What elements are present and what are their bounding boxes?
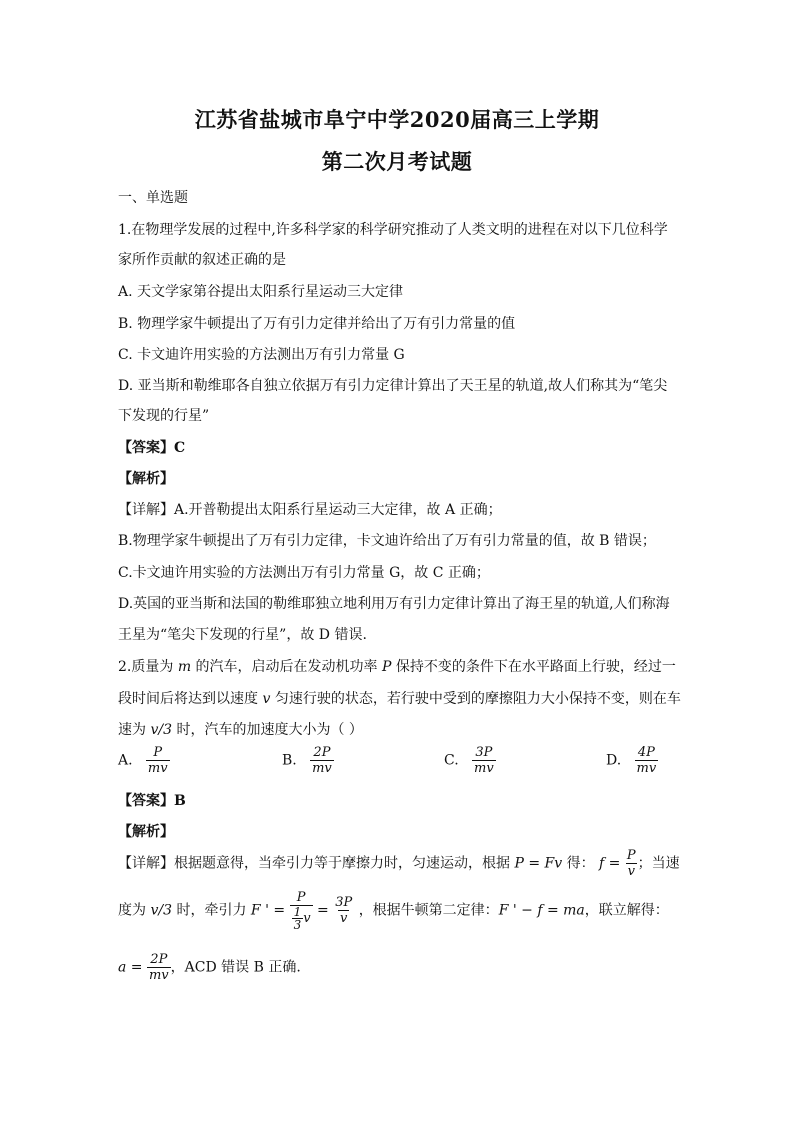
- page-subtitle: 第二次月考试题: [321, 149, 473, 174]
- q2-answer: 【答案】B: [118, 793, 186, 809]
- q2-option-c: C. $\frac{3P}{mv}$: [444, 745, 494, 776]
- q2-detail-line2: 度为 v/3 时，牵引力 F ' = P $\frac{1}{3}$ v = $\frac{3P}{v}$ ，根据牛顿第二定律：F ' − f = ma，联立解得：: [118, 890, 669, 932]
- q2-detail-line3: a = $\frac{2P}{mv}$ ，ACD 错误 B 正确.: [118, 952, 301, 983]
- q2-stem-line1: 2.质量为 m 的汽车，启动后在发动机功率 P 保持不变的条件下在水平路面上行驶，经过一: [118, 659, 676, 675]
- q1-option-a: A. 天文学家第谷提出太阳系行星运动三大定律: [118, 284, 404, 300]
- q2-option-a: A. $\frac{P}{mv}$: [118, 745, 168, 776]
- q1-option-d-line1: D. 亚当斯和勒维耶各自独立依据万有引力定律计算出了天王星的轨道,故人们称其为“笔尖: [118, 378, 668, 394]
- q2-option-d: D. $\frac{4P}{mv}$: [606, 745, 657, 776]
- q2-analysis-heading: 【解析】: [118, 824, 174, 840]
- q1-detail-line2: B.物理学家牛顿提出了万有引力定律，卡文迪许给出了万有引力常量的值，故 B 错误；: [118, 533, 656, 549]
- q1-detail-line1: 【详解】A.开普勒提出太阳系行星运动三大定律，故 A 正确；: [118, 502, 502, 518]
- q1-detail-line4: D.英国的亚当斯和法国的勒维耶独立地利用万有引力定律计算出了海王星的轨道,人们称海: [118, 596, 670, 612]
- q1-analysis-heading: 【解析】: [118, 471, 174, 487]
- q1-option-d-line2: 下发现的行星”: [118, 408, 210, 424]
- q2-detail-line1: 【详解】根据题意得，当牵引力等于摩擦力时，匀速运动，根据 P = Fv 得： f = $\frac{P}{v}$ ；当速: [118, 848, 680, 879]
- q1-option-b: B. 物理学家牛顿提出了万有引力定律并给出了万有引力常量的值: [118, 316, 516, 332]
- q1-answer: 【答案】C: [118, 440, 186, 456]
- q1-detail-line3: C.卡文迪许用实验的方法测出万有引力常量 G，故 C 正确；: [118, 565, 490, 581]
- q2-stem-line2: 段时间后将达到以速度 v 匀速行驶的状态，若行驶中受到的摩擦阻力大小保持不变，则在车: [118, 691, 681, 707]
- q1-stem-line2: 家所作贡献的叙述正确的是: [118, 252, 286, 268]
- q2-stem-line3: 速为 v/3 时，汽车的加速度大小为（ ）: [118, 722, 363, 738]
- q2-option-b: B. $\frac{2P}{mv}$: [282, 745, 332, 776]
- q1-option-c: C. 卡文迪许用实验的方法测出万有引力常量 G: [118, 347, 405, 363]
- section-heading: 一、单选题: [118, 190, 188, 206]
- page-title: 江苏省盐城市阜宁中学2020届高三上学期: [194, 107, 600, 132]
- q1-detail-line5: 王星为“笔尖下发现的行星”，故 D 错误.: [118, 627, 367, 643]
- q1-stem-line1: 1.在物理学发展的过程中,许多科学家的科学研究推动了人类文明的进程在对以下几位科学: [118, 222, 668, 238]
